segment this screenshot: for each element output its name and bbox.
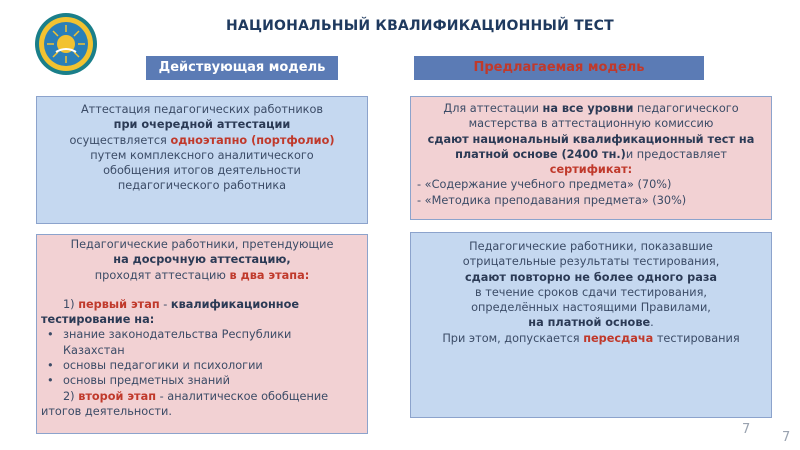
list-item: • основы педагогики и психологии: [41, 358, 363, 373]
text-line: проходят аттестацию в два этапа:: [94, 268, 310, 282]
text-line: сдают повторно не более одного раза: [464, 270, 718, 284]
text-line: на досрочную аттестацию,: [113, 253, 291, 267]
spacer: [41, 283, 363, 297]
text-line: - «Содержание учебного предмета» (70%): [417, 178, 672, 192]
list-item: • знание законодательства Республики: [41, 327, 363, 342]
text-line: Для аттестации на все уровни педагогического: [443, 102, 739, 115]
text-line: При этом, допускается пересдача тестирования: [442, 331, 740, 345]
text-line: - «Методика преподавания предмета» (30%): [417, 193, 687, 207]
text-line: Педагогические работники, претендующие: [70, 238, 334, 251]
proposed-model-retake: [410, 232, 772, 418]
current-model-regular-attestation: [36, 96, 368, 224]
text-line: определённых настоящими Правилами,: [471, 301, 711, 315]
text-line: Аттестация педагогических работников: [80, 103, 324, 116]
text-line: итогов деятельности.: [41, 404, 172, 418]
text-line: тестирование на:: [41, 313, 155, 327]
text-line: платной основе (2400 тн.)и предоставляет: [455, 147, 727, 161]
page-number: 7: [742, 422, 751, 437]
text-line: педагогического работника: [117, 179, 287, 193]
page-number: 7: [782, 430, 791, 445]
text-line: 2) второй этап - аналитическое обобщение: [63, 389, 329, 403]
current-model-early-attestation: [36, 234, 368, 434]
emblem-logo: [34, 12, 98, 76]
text-line: Педагогические работники, показавшие: [469, 240, 713, 253]
text-line: на платной основе.: [528, 316, 654, 330]
text-line: при очередной аттестации: [113, 118, 291, 132]
text-line: отрицательные результаты тестирования,: [462, 255, 720, 269]
proposed-model-test: [410, 96, 772, 220]
text-line: сертификат:: [549, 163, 633, 177]
text-line: сдают национальный квалификационный тест на: [427, 132, 755, 146]
text-line: Казахстан: [63, 343, 125, 357]
text-line: осуществляется одноэтапно (портфолио): [69, 133, 335, 147]
text-line: путем комплексного аналитического: [90, 148, 314, 162]
proposed-model-header: Предлагаемая модель: [414, 56, 704, 80]
current-model-header: Действующая модель: [146, 56, 338, 80]
text-line: мастерства в аттестационную комиссию: [468, 117, 714, 131]
page-title: НАЦИОНАЛЬНЫЙ КВАЛИФИКАЦИОННЫЙ ТЕСТ: [226, 18, 614, 34]
text-line: 1) первый этап - квалификационное: [63, 297, 300, 311]
text-line: в течение сроков сдачи тестирования,: [475, 285, 707, 299]
text-line: обобщения итогов деятельности: [103, 164, 301, 178]
list-item: • основы предметных знаний: [41, 373, 363, 388]
